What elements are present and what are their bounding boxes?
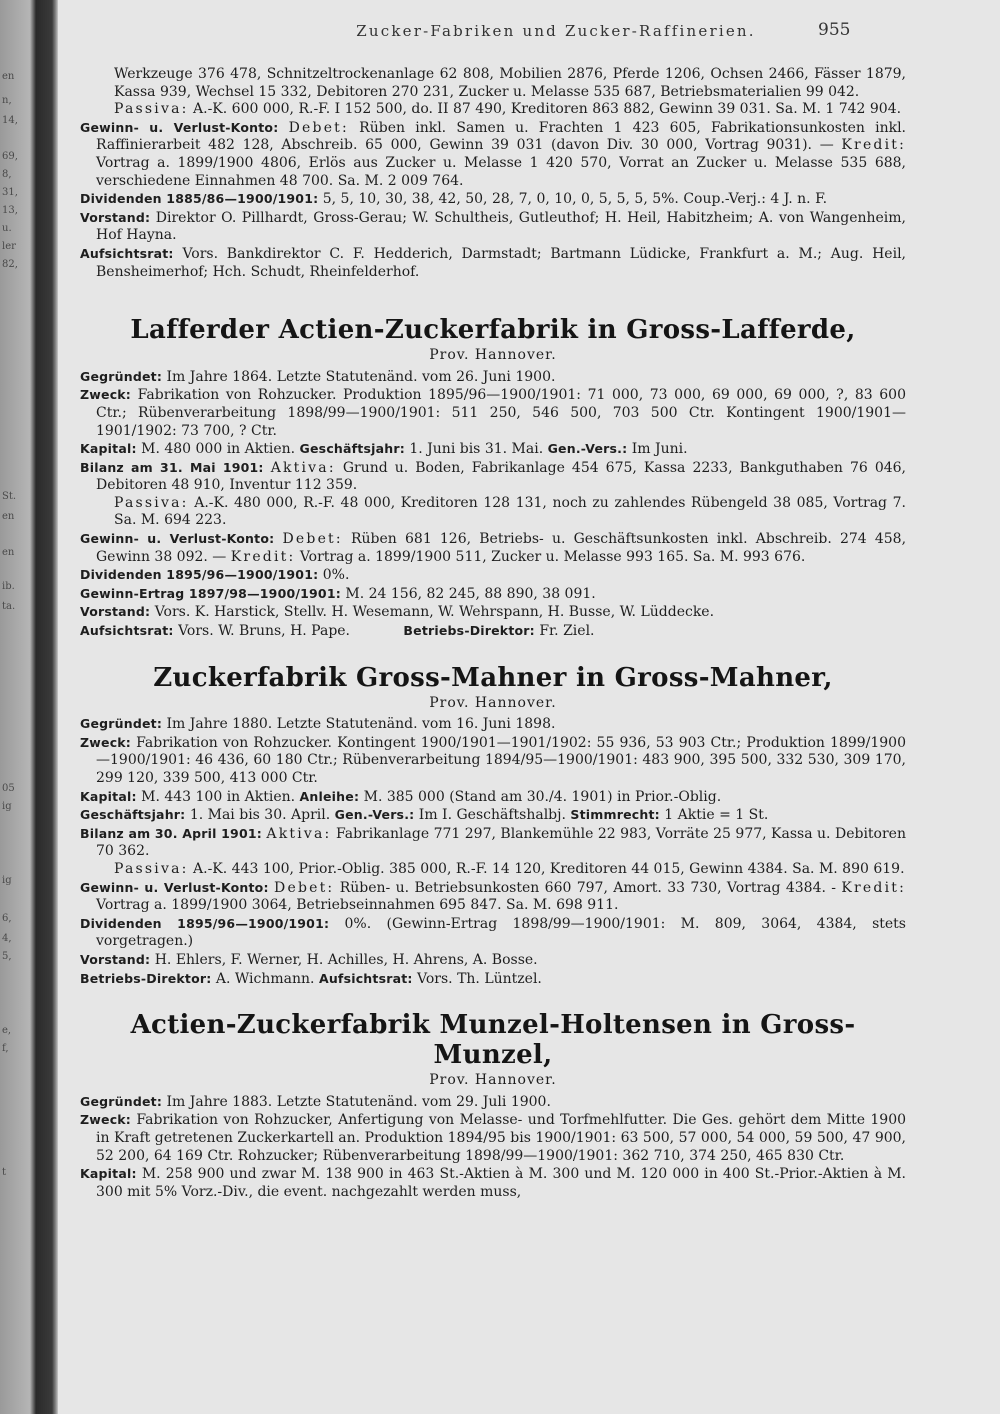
passiva-line bbox=[80, 861, 906, 879]
dividends-label: Dividenden 1895/96—1900/1901: bbox=[80, 567, 319, 583]
general-meeting-text: Im Juni. bbox=[631, 441, 688, 458]
margin-fragment: 5, bbox=[2, 951, 12, 962]
founded-label: Gegründet: bbox=[80, 1093, 163, 1109]
province: Prov. Hannover. bbox=[429, 347, 557, 364]
dividends-line bbox=[80, 190, 906, 209]
margin-fragment: u. bbox=[2, 223, 12, 234]
guv-kredit-text: Vortrag a. 1899/1900 511, Zucker u. Melasse 993 165. Sa. M. 993 676. bbox=[299, 548, 806, 565]
margin-fragment: 82, bbox=[2, 259, 18, 270]
purpose-text: Fabrikation von Rohzucker, Anfertigung von Melasse- und Torfmehlfutter. Die Ges. gehört dem Mitte 1900 in Kraft getretenen Zuckerkartell an. Produktion 1894/95 bis 1900/1901: 63 500, 57 000, 54 000, 59 500, 47 900, 52 200, 64 169 Ctr. Rohzucker; Rübenverarbeitung 1898/99—1900/1901: 362 710, 374 250, 465 830 Ctr. bbox=[96, 1112, 907, 1164]
margin-fragment: St. bbox=[2, 491, 17, 502]
kredit-label: Kredit: bbox=[841, 137, 907, 154]
dividends-line bbox=[80, 915, 906, 951]
fiscal-year-label: Geschäftsjahr: bbox=[299, 441, 405, 457]
supervisory-line bbox=[80, 245, 906, 281]
founded-line bbox=[80, 368, 906, 387]
aktiva-label: Aktiva: bbox=[270, 459, 336, 476]
margin-fragment: en bbox=[2, 71, 15, 82]
supervisory-text: Vors. Bankdirektor C. F. Hedderich, Darmstadt; Bartmann Lüdicke, Frankfurt a. M.; Aug. Heil, Bensheimerhof; Hch. Schudt, Rheinfelderhof. bbox=[96, 245, 906, 280]
founded-line bbox=[80, 715, 906, 734]
margin-fragment: 13, bbox=[2, 205, 18, 216]
supervisory-text: Vors. W. Bruns, H. Pape. bbox=[178, 623, 351, 640]
balance-label: Bilanz am 31. Mai 1901: bbox=[80, 459, 264, 475]
purpose-text: Fabrikation von Rohzucker. Kontingent 1900/1901—1901/1902: 55 936, 53 903 Ctr.; Produktion 1899/1900—1900/1901: 46 436, 60 180 Ctr.; Rübenverarbeitung 1894/95—1900/1901: 483 900, 395 500, 332 530, 309 170, 299 120, 339 500, 413 000 Ctr. bbox=[96, 734, 906, 786]
capital-label: Kapital: bbox=[80, 441, 137, 457]
fiscal-line bbox=[80, 806, 906, 825]
passiva-text: A.-K. 480 000, R.-F. 48 000, Kreditoren 128 131, noch zu zahlendes Rübengeld 38 085, Vortrag 7. Sa. M. 694 223. bbox=[114, 494, 906, 529]
passiva-text: A.-K. 600 000, R.-F. I 152 500, do. II 87 490, Kreditoren 863 882, Gewinn 39 031. Sa. M. 1 742 904. bbox=[193, 101, 902, 118]
running-title: Zucker-Fabriken und Zucker-Raffinerien. bbox=[356, 22, 756, 40]
margin-fragment: n, bbox=[2, 95, 12, 106]
general-meeting-label: Gen.-Vers.: bbox=[547, 441, 628, 457]
supervisory-label: Aufsichtsrat: bbox=[80, 623, 174, 639]
general-meeting-text: Im I. Geschäftshalbj. bbox=[418, 807, 566, 824]
guv-label: Gewinn- u. Verlust-Konto: bbox=[80, 531, 275, 547]
province: Prov. Hannover. bbox=[429, 694, 557, 711]
board-line bbox=[80, 951, 906, 970]
margin-fragment: ig bbox=[2, 801, 12, 812]
dividends-text: 0%. (Gewinn-Ertrag 1898/99—1900/1901: M. 809, 3064, 4384, stets vorgetragen.) bbox=[96, 915, 906, 950]
margin-fragment: en bbox=[2, 511, 15, 522]
aktiva-text: Fabrikanlage 771 297, Blankemühle 22 983, Vorräte 25 977, Kassa u. Debitoren 70 362. bbox=[96, 825, 906, 860]
founded-label: Gegründet: bbox=[80, 368, 163, 384]
margin-fragment: 14, bbox=[2, 115, 18, 126]
purpose-line bbox=[80, 734, 906, 788]
supervisory-label: Aufsichtsrat: bbox=[80, 245, 174, 261]
debet-label: Debet: bbox=[274, 879, 335, 896]
margin-fragment: 05 bbox=[2, 783, 15, 794]
margin-fragment: 8, bbox=[2, 169, 12, 180]
director-line bbox=[80, 970, 906, 989]
purpose-line bbox=[80, 1111, 906, 1165]
debet-label: Debet: bbox=[282, 531, 343, 548]
founded-line bbox=[80, 1093, 906, 1112]
company-entry-lafferde bbox=[80, 315, 906, 641]
margin-fragment: ta. bbox=[2, 601, 16, 612]
director-label: Betriebs-Direktor: bbox=[403, 623, 535, 639]
founded-text: Im Jahre 1883. Letzte Statutenänd. vom 29. Juli 1900. bbox=[166, 1093, 551, 1110]
margin-fragment: 4, bbox=[2, 933, 12, 944]
purpose-label: Zweck: bbox=[80, 1112, 132, 1128]
capital-line bbox=[80, 440, 906, 459]
capital-text: M. 258 900 und zwar M. 138 900 in 463 St.-Aktien à M. 300 und M. 120 000 in 400 St.-Prior.-Aktien à M. 300 mit 5% Vorz.-Div., die event. nachgezahlt werden muss, bbox=[96, 1166, 907, 1200]
margin-fragment: 6, bbox=[2, 913, 12, 924]
founded-text: Im Jahre 1880. Letzte Statutenänd. vom 16. Juni 1898. bbox=[166, 716, 556, 733]
purpose-text: Fabrikation von Rohzucker. Produktion 1895/96—1900/1901: 71 000, 73 000, 69 000, 69 000, ?, 83 600 Ctr.; Rübenverarbeitung 1898/99—1900/1901: 511 250, 546 500, 703 500 Ctr. Kontingent 1900/1901—1901/1902: 73 700, ? Ctr. bbox=[96, 387, 906, 439]
supervisory-text: Vors. Th. Lüntzel. bbox=[417, 970, 542, 987]
founded-label: Gegründet: bbox=[80, 716, 163, 732]
guv-label: Gewinn- u. Verlust-Konto: bbox=[80, 879, 269, 895]
aktiva-text: Grund u. Boden, Fabrikanlage 454 675, Kassa 2233, Bankguthaben 76 046, Debitoren 48 910, Inventur 112 359. bbox=[96, 459, 907, 494]
guv-kredit-text: Vortrag a. 1899/1900 4806, Erlös aus Zucker u. Melasse 1 420 570, Vorrat an Zucker u. Melasse 535 688, verschiedene Einnahmen 48 700. Sa. M. 2 009 764. bbox=[96, 154, 906, 189]
purpose-label: Zweck: bbox=[80, 734, 132, 750]
company-entry-gross-mahner bbox=[80, 663, 906, 989]
margin-fragment: t bbox=[2, 1167, 7, 1178]
purpose-label: Zweck: bbox=[80, 387, 132, 403]
supervisory-label: Aufsichtsrat: bbox=[318, 970, 413, 986]
capital-text: M. 480 000 in Aktien. bbox=[141, 441, 296, 458]
guv-line bbox=[80, 530, 906, 566]
page-number: 955 bbox=[818, 20, 851, 40]
profit-text: M. 24 156, 82 245, 88 890, 38 091. bbox=[345, 585, 596, 602]
guv-debet-text: Rüben- u. Betriebsunkosten 660 797, Amort. 33 730, Vortrag 4384. - bbox=[339, 879, 837, 896]
guv-kredit-text: Vortrag a. 1899/1900 3064, Betriebseinnahmen 695 847. Sa. M. 698 911. bbox=[96, 897, 619, 914]
dividends-text: 0%. bbox=[322, 567, 350, 584]
margin-fragment: ler bbox=[2, 241, 16, 252]
passiva-text: A.-K. 443 100, Prior.-Oblig. 385 000, R.-F. 14 120, Kreditoren 44 015, Gewinn 4384. Sa. M. 890 619. bbox=[193, 860, 905, 877]
margin-fragment: f, bbox=[2, 1043, 9, 1054]
board-label: Vorstand: bbox=[80, 604, 151, 620]
margin-fragment: en bbox=[2, 547, 15, 558]
company-entry-gross-munzel bbox=[80, 1010, 906, 1201]
capital-label: Kapital: bbox=[80, 788, 137, 804]
margin-fragment: ig bbox=[2, 875, 12, 886]
balance-label: Bilanz am 30. April 1901: bbox=[80, 825, 262, 841]
profit-line bbox=[80, 585, 906, 604]
guv-line bbox=[80, 879, 906, 915]
kredit-label: Kredit: bbox=[230, 548, 296, 565]
bond-label: Anleihe: bbox=[299, 788, 360, 804]
fiscal-year-text: 1. Mai bis 30. April. bbox=[189, 807, 331, 824]
capital-text: M. 443 100 in Aktien. bbox=[141, 788, 296, 805]
previous-entry-continuation bbox=[80, 66, 906, 281]
board-text: Vors. K. Harstick, Stellv. H. Wesemann, W. Wehrspann, H. Busse, W. Lüddecke. bbox=[154, 604, 715, 621]
aktiva-continuation: Werkzeuge 376 478, Schnitzeltrockenanlage 62 808, Mobilien 2876, Pferde 1206, Ochsen 2466, Fässer 1879, Kassa 939, Wechsel 15 332, Debitoren 270 231, Zucker u. Melasse 535 687, Betriebsmaterialien 99 042. bbox=[114, 66, 906, 100]
company-title: Zuckerfabrik Gross-Mahner in Gross-Mahner, bbox=[153, 662, 833, 693]
board-line bbox=[80, 603, 906, 622]
province: Prov. Hannover. bbox=[429, 1072, 557, 1089]
dividends-line bbox=[80, 566, 906, 585]
fiscal-year-label: Geschäftsjahr: bbox=[80, 807, 186, 823]
bond-text: M. 385 000 (Stand am 30./4. 1901) in Prior.-Oblig. bbox=[363, 788, 722, 805]
supervisory-line bbox=[80, 622, 906, 641]
passiva-line bbox=[80, 101, 906, 119]
dividends-label: Dividenden 1885/86—1900/1901: bbox=[80, 191, 319, 207]
purpose-line bbox=[80, 386, 906, 440]
guv-line bbox=[80, 119, 906, 190]
page-content bbox=[80, 66, 906, 1201]
margin-fragment: ib. bbox=[2, 581, 15, 592]
board-text: H. Ehlers, F. Werner, H. Achilles, H. Ahrens, A. Bosse. bbox=[154, 951, 538, 968]
founded-text: Im Jahre 1864. Letzte Statutenänd. vom 26. Juni 1900. bbox=[166, 368, 556, 385]
capital-label: Kapital: bbox=[80, 1166, 137, 1182]
kredit-label: Kredit: bbox=[841, 879, 906, 896]
dividends-text: 5, 5, 10, 30, 38, 42, 50, 28, 7, 0, 10, 0, 5, 5, 5, 5%. Coup.-Verj.: 4 J. n. F. bbox=[322, 191, 828, 208]
capital-line bbox=[80, 788, 906, 807]
book-page bbox=[58, 0, 1000, 1414]
voting-label: Stimmrecht: bbox=[570, 807, 660, 823]
director-label: Betriebs-Direktor: bbox=[80, 970, 212, 986]
guv-debet-text: Rüben 681 126, Betriebs- u. Geschäftsunkosten inkl. Abschreib. 274 458, Gewinn 38 092. — bbox=[96, 531, 907, 565]
voting-text: 1 Aktie = 1 St. bbox=[664, 807, 769, 824]
margin-fragment: 69, bbox=[2, 151, 18, 162]
general-meeting-label: Gen.-Vers.: bbox=[334, 807, 415, 823]
debet-label: Debet: bbox=[288, 119, 349, 136]
guv-label: Gewinn- u. Verlust-Konto: bbox=[80, 119, 279, 135]
passiva-line bbox=[80, 495, 906, 530]
board-text: Direktor O. Pillhardt, Gross-Gerau; W. Schultheis, Gutleuthof; H. Heil, Habitzheim; A. von Wangenheim, Hof Hayna. bbox=[96, 209, 906, 244]
margin-fragment: e, bbox=[2, 1025, 12, 1036]
balance-line bbox=[80, 459, 906, 495]
margin-fragment: 31, bbox=[2, 187, 18, 198]
board-label: Vorstand: bbox=[80, 209, 151, 225]
dividends-label: Dividenden 1895/96—1900/1901: bbox=[80, 915, 330, 931]
board-label: Vorstand: bbox=[80, 951, 151, 967]
profit-label: Gewinn-Ertrag 1897/98—1900/1901: bbox=[80, 585, 341, 601]
director-text: A. Wichmann. bbox=[215, 970, 315, 987]
guv-debet-text: Rüben inkl. Samen u. Frachten 1 423 605, Fabrikationsunkosten inkl. Raffinierarbeit 482 128, Abschreib. 65 000, Gewinn 39 031 (davon Div. 30 000, Vortrag 9031). — bbox=[96, 119, 907, 154]
passiva-label: Passiva: bbox=[114, 860, 189, 877]
company-title: Lafferder Actien-Zuckerfabrik in Gross-Lafferde, bbox=[130, 315, 856, 346]
book-spine-shadow bbox=[0, 0, 58, 1414]
aktiva-label: Aktiva: bbox=[266, 825, 332, 842]
balance-line bbox=[80, 825, 906, 861]
fiscal-year-text: 1. Juni bis 31. Mai. bbox=[409, 441, 544, 458]
capital-line bbox=[80, 1165, 906, 1201]
board-line bbox=[80, 209, 906, 245]
director-text: Fr. Ziel. bbox=[539, 623, 595, 640]
passiva-label: Passiva: bbox=[114, 494, 189, 511]
passiva-label: Passiva: bbox=[114, 101, 189, 118]
company-title: Actien-Zuckerfabrik Munzel-Holtensen in Gross-Munzel, bbox=[130, 1010, 856, 1071]
